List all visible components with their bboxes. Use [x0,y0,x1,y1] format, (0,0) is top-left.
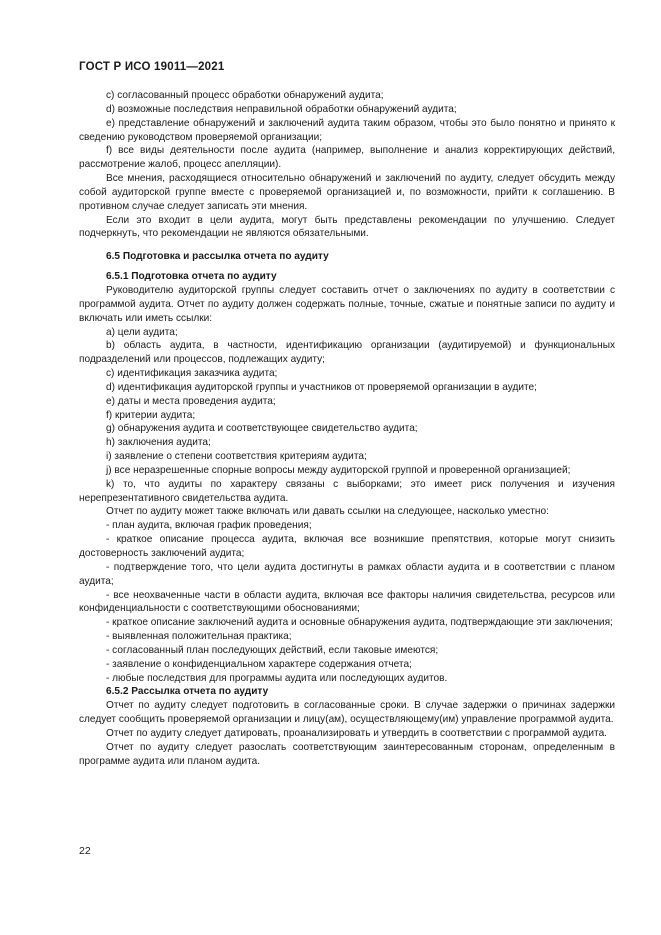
section-heading: 6.5 Подготовка и рассылка отчета по аудиту [106,251,329,263]
document-body [79,89,615,769]
paragraph: - все неохваченные части в области аудита, включая все факторы наличия свидетельства, ресурсов или конфиденциальности с соответствующими обоснованиями; [79,589,615,615]
paragraph: c) согласованный процесс обработки обнаружений аудита; [106,90,384,101]
paragraph: - согласованный план последующих действий, если таковые имеются; [106,644,439,656]
paragraph: Отчет по аудиту следует датировать, проанализировать и утвердить в соответствии с программой аудита. [106,727,607,739]
paragraph: d) идентификация аудиторской группы и участников от проверяемой организации в аудите; [106,381,537,393]
paragraph: a) цели аудита; [106,326,178,338]
paragraph: j) все неразрешенные спорные вопросы между аудиторской группой и проверенной организацией; [106,464,571,476]
paragraph: d) возможные последствия неправильной обработки обнаружений аудита; [106,103,457,115]
paragraph: Отчет по аудиту следует подготовить в согласованные сроки. В случае задержки о причинах задержки следует сообщить проверяемой организации и лицу(ам), осуществляющему(им) управление программой аудита. [79,700,615,726]
section-heading: 6.5.2 Рассылка отчета по аудиту [106,686,269,698]
paragraph: e) даты и места проведения аудита; [106,395,276,407]
paragraph: c) идентификация заказчика аудита; [106,368,278,380]
paragraph: b) область аудита, в частности, идентификацию организации (аудитируемой) и функциональных подразделений или процессов, подлежащих аудиту; [79,340,615,366]
paragraph: e) представление обнаружений и заключений аудита таким образом, чтобы это было понятно и принято к сведению руководством проверяемой организации; [79,117,615,143]
paragraph: - заявление о конфиденциальном характере содержания отчета; [106,658,412,670]
paragraph: i) заявление о степени соответствия критериям аудита; [106,451,367,463]
paragraph: - выявленная положительная практика; [106,631,292,643]
paragraph: h) заключения аудита; [106,437,211,449]
paragraph: Руководителю аудиторской группы следует составить отчет о заключениях по аудиту в соответствии с программой аудита. Отчет по аудиту должен содержать полные, точные, сжатые и понятные записи по аудиту и включать или иметь ссылки: [79,284,615,324]
paragraph: Отчет по аудиту следует разослать соответствующим заинтересованным сторонам, определенным в программе аудита или планом аудита. [79,741,615,767]
paragraph: Все мнения, расходящиеся относительно обнаружений и заключений по аудиту, следует обсудить между собой аудиторской группе вместе с проверяемой организацией и, по возможности, прийти к соглашению. В противном случае следует записать эти мнения. [79,173,615,212]
page-number: 22 [79,845,91,857]
document-header: ГОСТ Р ИСО 19011—2021 [79,61,225,73]
paragraph: f) все виды деятельности после аудита (например, выполнение и анализ корректирующих действий, рассмотрение жалоб, процесс апелляции). [79,145,615,171]
paragraph: g) обнаружения аудита и соответствующее свидетельство аудита; [106,423,418,435]
paragraph: - любые последствия для программы аудита или последующих аудитов. [106,672,448,684]
paragraph: Отчет по аудиту может также включать или давать ссылки на следующее, насколько уместно: [106,506,549,518]
paragraph: f) критерии аудита; [106,409,196,421]
paragraph: Если это входит в цели аудита, могут быть представлены рекомендации по улучшению. Следует подчеркнуть, что рекомендации не являются обязательными. [79,214,615,240]
paragraph: - подтверждение того, что цели аудита достигнуты в рамках области аудита и в соответствии с планом аудита; [79,561,615,587]
paragraph: - план аудита, включая график проведения; [106,520,312,532]
paragraph: - краткое описание процесса аудита, включая все возникшие препятствия, которые могут снизить достоверность заключений аудита; [79,534,615,559]
paragraph: - краткое описание заключений аудита и основные обнаружения аудита, подтверждающие эти заключения; [106,617,613,629]
paragraph: k) то, что аудиты по характеру связаны с выборками; это имеет риск получения и изучения нерепрезентативного свидетельства аудита. [79,478,615,504]
section-heading: 6.5.1 Подготовка отчета по аудиту [106,271,277,283]
